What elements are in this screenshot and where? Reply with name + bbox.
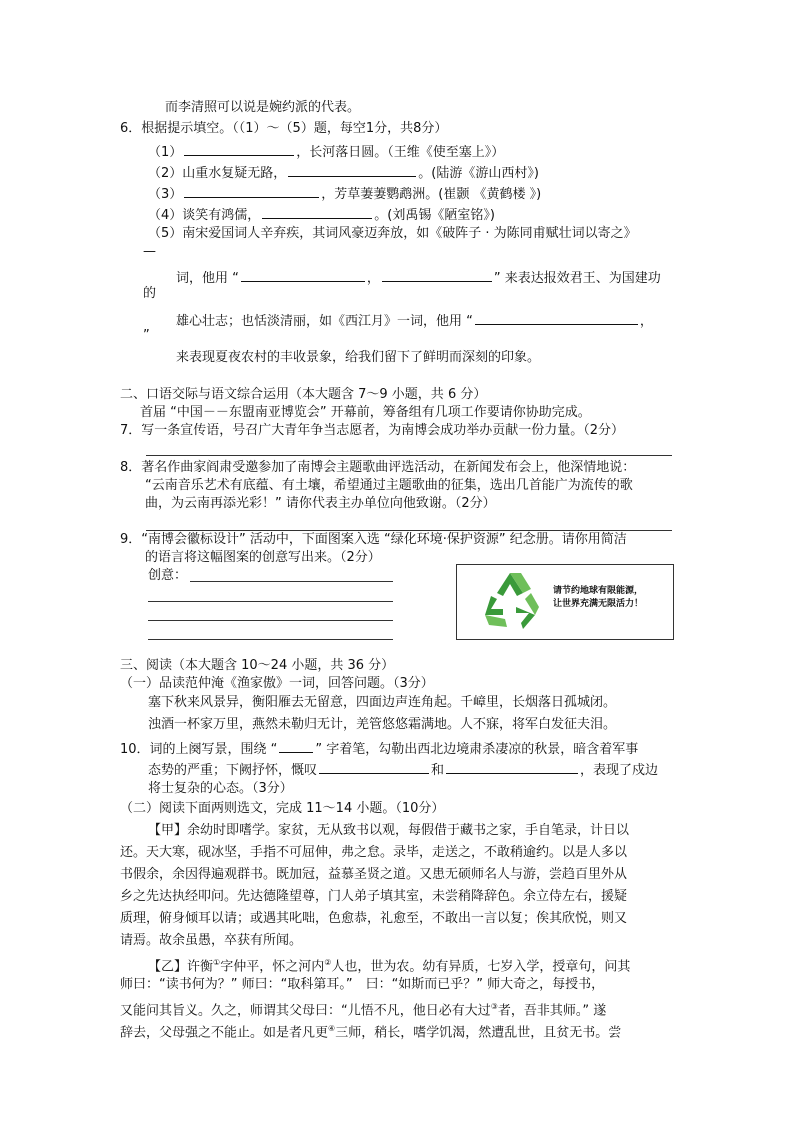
- answer-line[interactable]: [148, 601, 393, 602]
- logo-slogan-line-1: 请节约地球有限能源，: [553, 586, 644, 596]
- answer-blank[interactable]: [382, 267, 492, 282]
- text: 词，他用 “: [176, 271, 239, 286]
- passage-a-line-2: 还。天大寒，砚冰坚，手指不可屈伸，弗之怠。录毕，走送之，不敢稍逾约。以是人多以: [120, 845, 628, 860]
- text: 雄心壮志；也恬淡清丽，如《西江月》一词，他用 “: [176, 314, 473, 329]
- text: 和: [431, 763, 445, 778]
- wrap-char: 的: [143, 286, 157, 301]
- passage-a-line-4: 乡之先达执经叩问。先达德隆望尊，门人弟子填其室，未尝稍降辞色。余立侍左右，援疑: [120, 889, 628, 904]
- passage-a-line-6: 请焉。故余虽愚，卒获有所闻。: [120, 933, 303, 948]
- answer-blank[interactable]: [288, 162, 416, 177]
- text: 10．词的上阕写景，围绕 “: [120, 742, 278, 757]
- passage-a-line-3: 书假余，余因得遍观群书。既加冠，益慕圣贤之道。又患无硕师名人与游，尝趋百里外从: [120, 867, 628, 882]
- footnote-marker: ③: [490, 1002, 498, 1011]
- q6-title: 6．根据提示填空。（（1）～（5）题，每空1分，共8分）: [120, 121, 448, 136]
- answer-line[interactable]: [148, 639, 393, 640]
- q10-line-1: [120, 738, 638, 759]
- answer-blank[interactable]: [262, 204, 372, 219]
- text: 态势的严重；下阙抒怀，慨叹: [148, 763, 318, 778]
- q8-prompt-1: 8．著名作曲家阎肃受邀参加了南博会主题歌曲评选活动，在新闻发布会上，他深情地说：: [120, 460, 636, 475]
- answer-line[interactable]: [146, 455, 672, 456]
- item-text: ，长河落日圆。（王维《使至塞上》）: [296, 145, 505, 160]
- answer-blank[interactable]: [241, 267, 365, 282]
- passage-a-line-5: 质理，俯身倾耳以请；或遇其叱咄，色愈恭，礼愈至，不敢出一言以复；俟其欣悦，则又: [120, 911, 628, 926]
- part-2-title: （二）阅读下面两则选文，完成 11～14 小题。（10分）: [120, 801, 445, 816]
- text: ” 来表达报效君王、为国建功: [493, 271, 661, 286]
- intro-line: 而李清照可以说是婉约派的代表。: [165, 100, 361, 115]
- creative-label: 创意：: [148, 568, 188, 583]
- section-3-title: 三、阅读（本大题含 10～24 小题，共 36 分）: [120, 658, 395, 673]
- footnote-marker: ①: [213, 958, 221, 967]
- q9-prompt-1: 9．“南博会徽标设计” 活动中，下面图案入选 “绿化环境·保护资源” 纪念册。请你用简洁: [120, 532, 627, 547]
- text: 三师，稍长，嗜学饥渴，然遭乱世，且贫无书。尝: [335, 1025, 622, 1041]
- answer-line[interactable]: [148, 620, 393, 621]
- q9-prompt-2: 的语言将这幅图案的创意写出来。（2分）: [145, 550, 381, 565]
- passage-b-line-4: [120, 1020, 621, 1042]
- item-number: （5）: [148, 226, 183, 241]
- passage-b-line-1: [148, 954, 630, 976]
- item-number: （2）: [148, 166, 183, 181]
- poem-line-2: 浊酒一杯家万里，燕然未勒归无计，羌管悠悠霜满地。人不寐，将军白发征夫泪。: [148, 717, 617, 732]
- item-text: 山重水复疑无路，: [182, 166, 287, 181]
- logo-slogan: [553, 585, 643, 611]
- item-text: ，芳草萋萋鹦鹉洲。(崔颢 《黄鹤楼 》): [321, 187, 542, 202]
- section-2-title: 二、口语交际与语文综合运用（本大题含 7～9 小题，共 6 分）: [120, 387, 487, 402]
- q10-line-3: 将士复杂的心态。（3分）: [148, 781, 293, 796]
- footnote-marker: ②: [324, 958, 332, 967]
- logo-slogan-line-2: 让世界充满无限活力！: [553, 599, 644, 609]
- footnote-marker: ④: [328, 1024, 336, 1033]
- text: ” 字着笔，勾勒出西北边境肃杀凄凉的秋景，暗含着军事: [315, 742, 639, 757]
- item-text: 南宋爱国词人辛弃疾，其词风豪迈奔放，如《破阵子 · 为陈同甫赋壮词以寄之》: [182, 226, 637, 241]
- poem-line-1: 塞下秋来风景异，衡阳雁去无留意，四面边声连角起。千嶂里，长烟落日孤城闭。: [148, 695, 617, 710]
- text: ，: [639, 314, 653, 329]
- passage-a-line-1: 【甲】余幼时即嗜学。家贫，无从致书以观，每假借于藏书之家，手自笔录，计日以: [148, 823, 630, 838]
- answer-blank[interactable]: [184, 183, 319, 198]
- q8-prompt-2: “云南音乐艺术有底蕴、有土壤，希望通过主题歌曲的征集，选出几首能广为流传的歌: [145, 478, 633, 493]
- q7-prompt: 7．写一条宣传语，号召广大青年争当志愿者，为南博会成功举办贡献一份力量。（2分）: [120, 423, 625, 438]
- text: 辞去，父母强之不能止。如是者凡更: [120, 1025, 329, 1041]
- answer-blank[interactable]: [279, 738, 313, 753]
- q6-item-4: [148, 204, 495, 225]
- text: ，表现了戍边: [580, 763, 659, 778]
- passage-b-line-2: 师曰：“读书何为？” 师曰：“取科第耳。” 曰：“如斯而已乎？” 师大奇之，每授书，: [120, 977, 605, 992]
- recycling-logo-image: [456, 564, 674, 640]
- item-text: 谈笑有鸿儒，: [182, 208, 261, 223]
- q6-item-3: [148, 183, 541, 204]
- q10-line-2: [148, 759, 658, 780]
- part-1-title: （一）品读范仲淹《渔家傲》一词，回答问题。（3分）: [120, 676, 434, 691]
- text: 【乙】许衡: [148, 959, 214, 975]
- section-2-intro: 首届 “中国－－东盟南亚博览会” 开幕前，筹备组有几项工作要请你协助完成。: [140, 405, 591, 420]
- q6-item-5: [148, 225, 637, 243]
- q8-prompt-3: 曲，为云南再添光彩！” 请你代表主办单位向他致谢。（2分）: [145, 496, 496, 511]
- q6-item-5-line-2: [176, 267, 661, 288]
- answer-blank[interactable]: [446, 759, 578, 774]
- answer-line[interactable]: [190, 581, 393, 582]
- q6-item-2: [148, 162, 539, 183]
- item-number: （3）: [148, 187, 183, 202]
- item-text: 。(刘禹锡《陋室铭》): [374, 208, 495, 223]
- text: 者，吾非其师。” 遂: [497, 1003, 607, 1019]
- answer-blank[interactable]: [475, 310, 638, 325]
- text: 人也，世为农。幼有异质，七岁入学，授章句，问其: [331, 959, 631, 975]
- answer-blank[interactable]: [319, 759, 429, 774]
- text: ，: [366, 271, 380, 286]
- wrap-char: ”: [143, 328, 150, 343]
- text: 又能问其旨义。久之，师谓其父母曰：“儿悟不凡，他日必有大过: [120, 1003, 491, 1019]
- text: 字仲平，怀之河内: [220, 959, 325, 975]
- recycle-icon: [475, 569, 545, 635]
- q6-item-5-line-4: 来表现夏夜农村的丰收景象，给我们留下了鲜明而深刻的印象。: [176, 350, 541, 365]
- answer-blank[interactable]: [184, 141, 294, 156]
- passage-b-line-3: [120, 998, 606, 1020]
- item-number: （4）: [148, 208, 183, 223]
- item-text: 。(陆游《游山西村》): [418, 166, 539, 181]
- q6-item-5-line-3: [176, 310, 653, 331]
- item-number: （1）: [148, 145, 183, 160]
- dash: —: [143, 244, 156, 259]
- q6-item-1: [148, 141, 504, 162]
